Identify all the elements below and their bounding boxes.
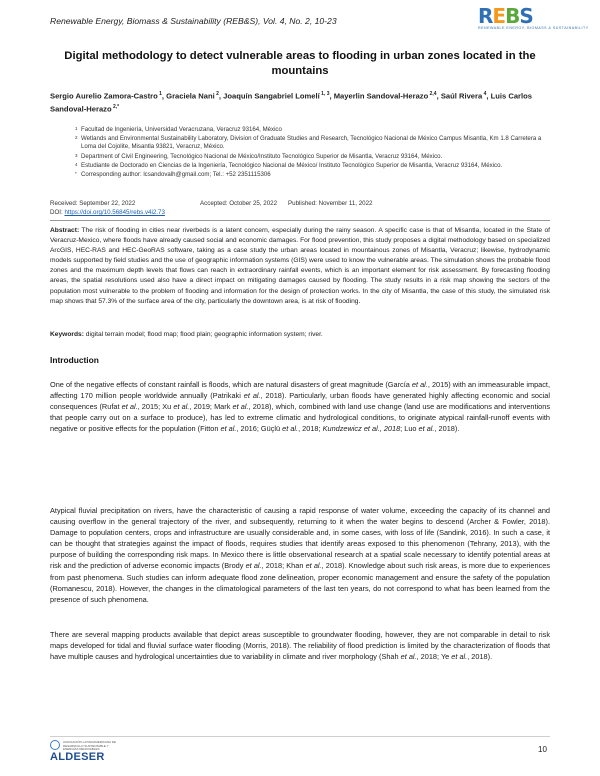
author-name: Mayerlin Sandoval-Herazo bbox=[333, 91, 429, 101]
citation-italic: et al. bbox=[232, 402, 249, 412]
paragraph-text: , 2018). Knowledge about such risk areas, is more due to experiences from past phenomena. Such studies can inform adequate flood zone delineation, proper economic management and ensure the safety of the population (Romanescu, 2018). However, the changes in the climatological parameters of the last ten years, do not correspond to what has been learned from the presence of such phenomena. bbox=[50, 561, 550, 604]
citation-italic: et al. bbox=[121, 402, 138, 412]
affiliation-text: Facultad de Ingeniería, Universidad Veracruzana, Veracruz 93164, México bbox=[81, 126, 282, 133]
citation-italic: et al. bbox=[173, 402, 190, 412]
author-name: Luis Carlos Sandoval-Herazo bbox=[50, 91, 532, 114]
published-date: Published: November 11, 2022 bbox=[288, 200, 373, 207]
paragraph-text: , 2015) with an immeasurable impact, affecting 170 million people worldwide annually (Patrikaki bbox=[50, 380, 551, 401]
affiliation-mark: 3 bbox=[75, 152, 78, 158]
doi-label: DOI: bbox=[50, 209, 65, 216]
citation-italic: et al. bbox=[305, 561, 322, 571]
affiliation-item bbox=[76, 162, 546, 170]
footer-divider bbox=[50, 736, 550, 737]
citation-italic: et al. bbox=[220, 424, 237, 434]
keywords-label: Keywords: bbox=[50, 331, 84, 338]
paragraph-text: , 2018). bbox=[434, 424, 460, 434]
section-heading-introduction: Introduction bbox=[50, 355, 99, 365]
paragraph-text: , 2015; Xu bbox=[137, 402, 174, 412]
paragraph-text: , 2018; Khan bbox=[261, 561, 306, 571]
citation-italic: et al. bbox=[282, 424, 299, 434]
keywords-text: digital terrain model; flood map; flood plain; geographic information system; river. bbox=[83, 331, 323, 338]
author-affiliation-mark: 2 bbox=[214, 91, 219, 97]
author-affiliation-mark: 4 bbox=[482, 91, 487, 97]
author-name: Joaquín Sangabriel Lomelí bbox=[223, 91, 320, 101]
doi-line bbox=[50, 208, 165, 217]
author-affiliation-mark: 1 bbox=[157, 91, 162, 97]
publisher-subtitle: ASOCIACIÓN LATINOAMERICANA DE DESARROLLO SUSTENTABLE Y ENERGÍAS RENOVABLES bbox=[63, 740, 116, 751]
citation-italic: et al. bbox=[243, 391, 261, 401]
paragraph-text: One of the negative effects of constant rainfall is floods, which are natural disasters of great magnitude (García bbox=[50, 380, 412, 389]
affiliation-mark: 4 bbox=[75, 161, 78, 167]
publisher-logo[interactable] bbox=[50, 739, 120, 765]
abstract-label: Abstract: bbox=[50, 227, 80, 234]
globe-icon bbox=[50, 740, 60, 750]
logo-subtitle: RENEWABLE ENERGY, BIOMASS & SUSTAINABILITY bbox=[478, 26, 589, 30]
affiliation-text: Wetlands and Environmental Sustainability Laboratory, Division of Graduate Studies and Research, Tecnológico Nacional de México Campus Misantla, Km 1.8 Carretera a Loma del Cojolite, Misantla 93821, Veracruz, México. bbox=[81, 135, 542, 151]
affiliation-mark: * bbox=[75, 171, 77, 177]
citation-italic: et al. bbox=[451, 652, 468, 662]
author-name: Saúl Rivera bbox=[440, 91, 483, 101]
citation-italic: et al. bbox=[411, 380, 428, 389]
author-affiliation-mark: 2,4 bbox=[428, 91, 437, 97]
affiliation-text: Estudiante de Doctorado en Ciencias de la Ingeniería, Tecnológico Nacional de México/ Instituto Tecnológico Superior de Misantla, Veracruz 93164, México. bbox=[81, 161, 503, 169]
affiliation-mark: 1 bbox=[75, 126, 78, 131]
paragraph-text: , 2019; Mark bbox=[189, 402, 233, 412]
accepted-date: Accepted: October 25, 2022 bbox=[200, 200, 278, 207]
received-date: Received: September 22, 2022 bbox=[50, 200, 136, 207]
affiliation-item bbox=[76, 171, 546, 179]
affiliation-list bbox=[76, 126, 546, 180]
paragraph-text: ; Luo bbox=[400, 424, 419, 434]
abstract bbox=[50, 226, 550, 307]
intro-paragraph-2 bbox=[50, 505, 550, 605]
running-head: Renewable Energy, Biomass & Sustainability (REB&S), Vol. 4, No. 2, 10-23 bbox=[50, 16, 337, 26]
author-affiliation-mark: 1, 3 bbox=[319, 91, 330, 97]
publication-dates bbox=[50, 199, 550, 208]
affiliation-mark: 2 bbox=[75, 135, 78, 141]
article-title: Digital methodology to detect vulnerable areas to flooding in urban zones located in the mountains bbox=[64, 50, 536, 77]
keywords bbox=[50, 330, 550, 340]
citation-italic: et al. bbox=[418, 424, 435, 434]
doi-link[interactable]: https://doi.org/10.56845/rebs.v4i2.73 bbox=[64, 209, 165, 216]
paragraph-text: Atypical fluvial precipitation on rivers, have the characteristic of causing a rapid response of water volume, exceeding the capacity of its channel and causing overflow in the general trajectory of the river, and subsequently, returning to it when the water begins to descend (Archer & Fowler, 2018). Damage to population centers, crops and infrastructure are usually considerable and, in some cases, with loss of life (Sandink, 2016). In such a case, it can be thought that strategies against the impact of floods, requires studies that identify areas exposed to this phenomenon (Tehrany, 2013), with the purpose of building the corresponding risk maps. In Mexico there is little observational research at a spatial scale necessary to identify potential areas at risk and the prediction of adverse economic impacts (Brody bbox=[50, 506, 550, 571]
author-name: Sergio Aurelio Zamora-Castro bbox=[50, 91, 158, 101]
intro-paragraph-3 bbox=[50, 629, 550, 662]
affiliation-item bbox=[76, 135, 546, 151]
author-name: Graciela Nani bbox=[166, 91, 215, 101]
paragraph-text: , 2018; bbox=[298, 424, 323, 434]
paragraph-text: , 2018; Ye bbox=[416, 652, 452, 662]
author-affiliation-mark: 2,* bbox=[111, 103, 120, 110]
paragraph-text: , 2018). bbox=[467, 652, 493, 662]
affiliation-text: Corresponding author: lcsandovalh@gmail.com; Tel.: +52 2351115306 bbox=[81, 171, 271, 179]
logo-mark: REBS bbox=[478, 4, 533, 28]
citation-italic: et al. bbox=[245, 561, 262, 571]
paragraph-text: , 2016; Güçlü bbox=[236, 424, 283, 434]
paragraph-text: , 2018), which, combined with land use change (land use are modifications and interventions that people carry out on a surface to produce), has led to extreme climatic and hydrological conditions, to originate atypical rainfall-runoff events with negative or positive effects for the population (Fitton bbox=[50, 402, 551, 434]
affiliation-item bbox=[76, 153, 546, 161]
paragraph-text: , 2018). Particularly, urban floods have generated highly affecting economic and social consequences (Rufat bbox=[50, 391, 550, 412]
paragraph-text: There are several mapping products available that depict areas susceptible to groundwater flooding, however, they are not comparable in detail to risk maps developed for tidal and fluvial surface water flooding (Morris, 2018). The reliability of flood prediction is limited by the characterization of floods that have multiple causes and hydrological uncertainties due to variability in climate and river morphology (Shah bbox=[50, 630, 550, 662]
page-number: 10 bbox=[538, 745, 547, 754]
citation-italic: Kundzewicz et al., 2018 bbox=[322, 424, 401, 434]
publisher-name: ALDESER bbox=[50, 751, 105, 763]
journal-logo[interactable] bbox=[478, 4, 589, 40]
intro-paragraph-1 bbox=[50, 379, 550, 434]
affiliation-text: Department of Civil Engineering, Tecnológico Nacional de México/Instituto Tecnológico Superior de Misantla, Veracruz 93164, México. bbox=[81, 152, 443, 160]
divider bbox=[50, 220, 550, 221]
author-list: Sergio Aurelio Zamora-Castro $^1$, Graciela Nani $^2$, Joaquín Sangabriel Lomelí $^{1, 3}$, Mayerlin Sandoval-Herazo $^{2,4}$, Saúl Rivera $^4$, Luis Carlos Sandoval-Herazo $^{2,*}$ bbox=[50, 91, 532, 114]
affiliation-item bbox=[76, 126, 546, 134]
citation-italic: et al. bbox=[400, 652, 417, 662]
abstract-text: The risk of flooding in cities near riverbeds is a latent concern, especially during the rainy season. A specific case is that of Misantla, located in the State of Veracruz-Mexico, where floods have already caused social and economic damages. For flood prevention, this study proposes a digital methodology based on specialized ArcGIS, HEC-RAS and HEC-GeoRAS software, taking as a case study the urban areas located in mountainous zones of Misantla, Veracruz; likewise, hydrodynamic models supported by field studies and the use of geographic information systems (GIS) were used to know the vulnerable areas. The simulation shows the probable flood zones and the maximum depth levels that flows can reach in extraordinary rainfall events, which is an important element for risk assessment. By forecasting flooding areas, the spatial resolutions used also have a direct impact on mitigating damages caused by flooding. The study results in a risk map showing the sectors of the population most vulnerable to the problem of flooding and information for the design of protection works. In the city of Misantla, the case of this study, the simulated risk map shows that 57.3% of the surface area of the city, particularly the downtown area, is at risk of flooding. bbox=[50, 227, 550, 305]
